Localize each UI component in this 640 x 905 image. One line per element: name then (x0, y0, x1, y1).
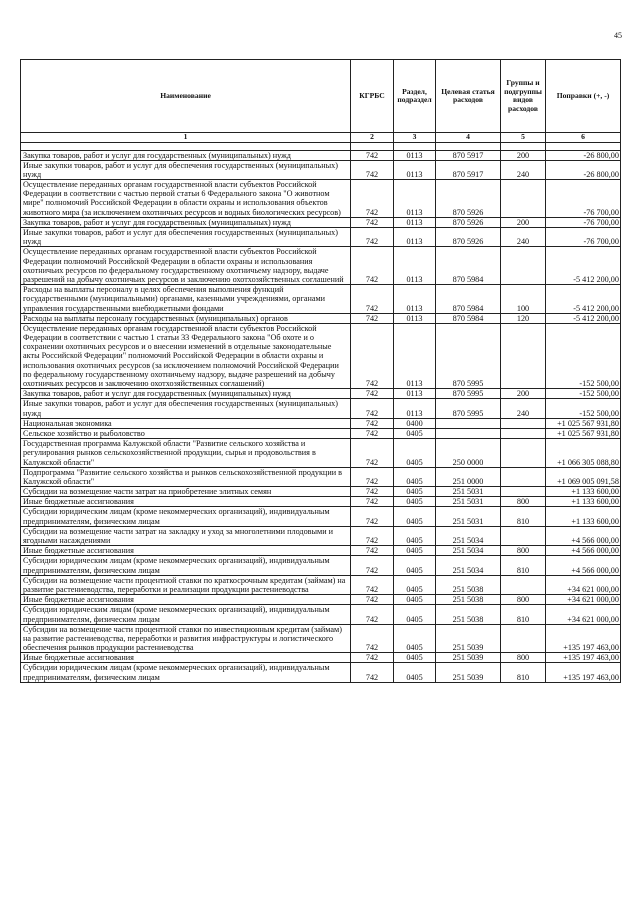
budget-amendments-table (20, 59, 621, 683)
row-name: Иные бюджетные ассигнования (21, 546, 351, 556)
table-row (21, 497, 621, 507)
row-group (501, 575, 546, 594)
row-kgrbs: 742 (351, 507, 394, 526)
column-number: 5 (501, 133, 546, 143)
row-target: 250 0000 (436, 439, 501, 468)
row-razdel: 0405 (394, 487, 436, 497)
row-target: 251 5039 (436, 624, 501, 653)
row-amount: -152 500,00 (546, 389, 621, 399)
row-group: 800 (501, 595, 546, 605)
row-target: 251 5039 (436, 663, 501, 682)
row-razdel: 0113 (394, 285, 436, 314)
table-row (21, 663, 621, 682)
header-target: Целевая статья расходов (436, 60, 501, 133)
row-kgrbs: 742 (351, 663, 394, 682)
table-row (21, 507, 621, 526)
row-target: 251 5038 (436, 605, 501, 624)
row-kgrbs: 742 (351, 556, 394, 575)
row-amount: +34 621 000,00 (546, 575, 621, 594)
table-row (21, 323, 621, 388)
row-name: Субсидии на возмещение части процентной ставки по краткосрочным кредитам (займам) на развитие растениеводства, переработки и реализации продукции растениеводства (21, 575, 351, 594)
row-amount: -76 700,00 (546, 180, 621, 218)
column-number: 3 (394, 133, 436, 143)
table-row (21, 160, 621, 179)
header-row (21, 60, 621, 133)
table-row (21, 605, 621, 624)
row-target: 251 5034 (436, 556, 501, 575)
column-number: 1 (21, 133, 351, 143)
table-row (21, 624, 621, 653)
row-amount: -26 800,00 (546, 150, 621, 160)
row-razdel: 0405 (394, 605, 436, 624)
row-name: Субсидии на возмещение части затрат на закладку и уход за многолетними плодовыми и ягодными насаждениями (21, 526, 351, 545)
row-name: Закупка товаров, работ и услуг для государственных (муниципальных) нужд (21, 150, 351, 160)
row-razdel: 0405 (394, 653, 436, 663)
row-name: Государственная программа Калужской области "Развитие сельского хозяйства и регулирования рынков сельскохозяйственной продукции, сырья и продовольствия в Калужской области" (21, 439, 351, 468)
row-target: 870 5984 (436, 313, 501, 323)
row-razdel: 0113 (394, 389, 436, 399)
row-target: 251 5038 (436, 595, 501, 605)
row-razdel: 0405 (394, 624, 436, 653)
row-name: Осуществление переданных органам государственной власти субъектов Российской Федерации в соответствии с частью 1 статьи 33 Федерального закона "Об охоте и о сохранении охотничьих ресурсов и о внесении изменений в отдельные законодательные акты Российской Федерации" полномочий Российской Федерации в области охраны и использования охотничьих ресурсов (за исключением полномочий Российской Федерации по федеральному государственному охотничьему надзору, выдаче разрешений на добычу охотничьих ресурсов и заключению охотхозяйственных соглашений) (21, 323, 351, 388)
row-kgrbs: 742 (351, 487, 394, 497)
row-kgrbs: 742 (351, 418, 394, 428)
page-number: 45 (614, 31, 622, 40)
row-razdel: 0405 (394, 526, 436, 545)
row-target: 870 5984 (436, 247, 501, 285)
row-group: 120 (501, 313, 546, 323)
row-amount: -26 800,00 (546, 160, 621, 179)
row-kgrbs: 742 (351, 285, 394, 314)
row-target: 870 5917 (436, 150, 501, 160)
row-group: 240 (501, 399, 546, 418)
row-group: 240 (501, 228, 546, 247)
row-group: 810 (501, 663, 546, 682)
row-target: 870 5995 (436, 399, 501, 418)
row-razdel: 0405 (394, 497, 436, 507)
row-group: 800 (501, 653, 546, 663)
header-amend: Поправки (+, -) (546, 60, 621, 133)
row-target: 870 5926 (436, 217, 501, 227)
row-group (501, 418, 546, 428)
row-target: 251 5031 (436, 497, 501, 507)
row-razdel: 0113 (394, 399, 436, 418)
column-number: 4 (436, 133, 501, 143)
table-row (21, 575, 621, 594)
row-razdel: 0405 (394, 467, 436, 486)
row-kgrbs: 742 (351, 160, 394, 179)
row-name: Расходы на выплаты персоналу в целях обеспечения выполнения функций государственными (муниципальными) органами, казенными учреждениями, органами управления государственными внебюджетными фондами (21, 285, 351, 314)
row-target: 870 5926 (436, 180, 501, 218)
row-razdel: 0113 (394, 228, 436, 247)
row-name: Субсидии юридическим лицам (кроме некоммерческих организаций), индивидуальным предпринимателям, физическим лицам (21, 556, 351, 575)
row-name: Осуществление переданных органам государственной власти субъектов Российской Федерации в соответствии с частью первой статьи 6 Федерального закона "О животном мире" полномочий Российской Федерации в области охраны и использования объектов животного мира (за исключением охотничьих ресурсов и водных биологических ресурсов) (21, 180, 351, 218)
column-number: 2 (351, 133, 394, 143)
row-kgrbs: 742 (351, 595, 394, 605)
row-kgrbs: 742 (351, 605, 394, 624)
row-kgrbs: 742 (351, 228, 394, 247)
row-amount: +4 566 000,00 (546, 526, 621, 545)
table-row (21, 428, 621, 438)
row-razdel: 0405 (394, 546, 436, 556)
row-amount: -76 700,00 (546, 228, 621, 247)
row-target: 251 5039 (436, 653, 501, 663)
table-row (21, 217, 621, 227)
header-razdel: Раздел, подраздел (394, 60, 436, 133)
row-amount: -5 412 200,00 (546, 247, 621, 285)
row-kgrbs: 742 (351, 247, 394, 285)
row-kgrbs: 742 (351, 575, 394, 594)
row-razdel: 0113 (394, 180, 436, 218)
table-row (21, 228, 621, 247)
row-amount: +1 025 567 931,80 (546, 428, 621, 438)
row-group: 200 (501, 217, 546, 227)
table-row (21, 526, 621, 545)
header-groups: Группы и подгруппы видов расходов (501, 60, 546, 133)
row-kgrbs: 742 (351, 399, 394, 418)
row-kgrbs: 742 (351, 624, 394, 653)
row-amount: +4 566 000,00 (546, 546, 621, 556)
row-kgrbs: 742 (351, 180, 394, 218)
row-name: Иные закупки товаров, работ и услуг для обеспечения государственных (муниципальных) нужд (21, 228, 351, 247)
spacer-row (21, 142, 621, 150)
row-kgrbs: 742 (351, 526, 394, 545)
row-amount: +34 621 000,00 (546, 605, 621, 624)
row-kgrbs: 742 (351, 217, 394, 227)
row-name: Иные бюджетные ассигнования (21, 653, 351, 663)
row-razdel: 0405 (394, 507, 436, 526)
row-kgrbs: 742 (351, 653, 394, 663)
row-amount: -5 412 200,00 (546, 313, 621, 323)
column-number-row (21, 133, 621, 143)
table-row (21, 313, 621, 323)
row-amount: -152 500,00 (546, 399, 621, 418)
row-kgrbs: 742 (351, 439, 394, 468)
row-razdel: 0113 (394, 160, 436, 179)
row-name: Национальная экономика (21, 418, 351, 428)
table-row (21, 389, 621, 399)
header-name: Наименование (21, 60, 351, 133)
row-amount: +1 025 567 931,80 (546, 418, 621, 428)
row-kgrbs: 742 (351, 323, 394, 388)
row-amount: +1 066 305 088,80 (546, 439, 621, 468)
row-name: Сельское хозяйство и рыболовство (21, 428, 351, 438)
table-row (21, 439, 621, 468)
row-name: Иные бюджетные ассигнования (21, 595, 351, 605)
row-amount: +1 133 600,00 (546, 507, 621, 526)
row-target: 251 5034 (436, 546, 501, 556)
row-target: 251 5031 (436, 487, 501, 497)
row-target: 870 5917 (436, 160, 501, 179)
row-razdel: 0113 (394, 323, 436, 388)
row-name: Субсидии на возмещение части процентной ставки по инвестиционным кредитам (займам) на развитие растениеводства, переработки и развития инфраструктуры и логистического обеспечения рынков продукции растениеводства (21, 624, 351, 653)
row-group: 810 (501, 507, 546, 526)
row-amount: -152 500,00 (546, 323, 621, 388)
table-row (21, 399, 621, 418)
row-group (501, 467, 546, 486)
header-kgrbs: КГРБС (351, 60, 394, 133)
row-kgrbs: 742 (351, 467, 394, 486)
table-row (21, 467, 621, 486)
table-row (21, 653, 621, 663)
row-name: Субсидии юридическим лицам (кроме некоммерческих организаций), индивидуальным предпринимателям, физическим лицам (21, 605, 351, 624)
row-group (501, 624, 546, 653)
row-amount: +4 566 000,00 (546, 556, 621, 575)
row-name: Закупка товаров, работ и услуг для государственных (муниципальных) нужд (21, 217, 351, 227)
row-amount: +1 133 600,00 (546, 497, 621, 507)
row-kgrbs: 742 (351, 428, 394, 438)
row-amount: -5 412 200,00 (546, 285, 621, 314)
row-kgrbs: 742 (351, 389, 394, 399)
row-target: 870 5995 (436, 389, 501, 399)
table-row (21, 418, 621, 428)
row-group: 800 (501, 546, 546, 556)
row-target (436, 418, 501, 428)
row-name: Субсидии юридическим лицам (кроме некоммерческих организаций), индивидуальным предпринимателям, физическим лицам (21, 663, 351, 682)
table-row (21, 546, 621, 556)
row-amount: +135 197 463,00 (546, 663, 621, 682)
row-group (501, 428, 546, 438)
table-row (21, 595, 621, 605)
row-target: 870 5995 (436, 323, 501, 388)
row-group: 810 (501, 605, 546, 624)
row-razdel: 0405 (394, 439, 436, 468)
row-razdel: 0113 (394, 313, 436, 323)
row-name: Иные закупки товаров, работ и услуг для обеспечения государственных (муниципальных) нужд (21, 399, 351, 418)
row-name: Осуществление переданных органам государственной власти субъектов Российской Федерации полномочий Российской Федерации в области охраны и использования охотничьих ресурсов по федеральному государственному охотничьему надзору, выдаче разрешений на добычу охотничьих ресурсов и заключению охотхозяйственных соглашений (21, 247, 351, 285)
row-target (436, 428, 501, 438)
table-row (21, 487, 621, 497)
table-row (21, 180, 621, 218)
row-group: 240 (501, 160, 546, 179)
row-name: Иные бюджетные ассигнования (21, 497, 351, 507)
row-razdel: 0405 (394, 663, 436, 682)
row-razdel: 0405 (394, 575, 436, 594)
row-group: 800 (501, 497, 546, 507)
row-razdel: 0113 (394, 150, 436, 160)
row-razdel: 0405 (394, 595, 436, 605)
row-razdel: 0113 (394, 247, 436, 285)
row-group (501, 323, 546, 388)
table-row (21, 285, 621, 314)
row-kgrbs: 742 (351, 546, 394, 556)
row-name: Иные закупки товаров, работ и услуг для обеспечения государственных (муниципальных) нужд (21, 160, 351, 179)
row-amount: +135 197 463,00 (546, 653, 621, 663)
row-group (501, 487, 546, 497)
table-row (21, 150, 621, 160)
row-target: 870 5984 (436, 285, 501, 314)
row-amount: +1 133 600,00 (546, 487, 621, 497)
row-target: 251 5034 (436, 526, 501, 545)
table-row (21, 247, 621, 285)
row-razdel: 0405 (394, 556, 436, 575)
row-group (501, 439, 546, 468)
row-group (501, 180, 546, 218)
column-number: 6 (546, 133, 621, 143)
row-group (501, 526, 546, 545)
row-name: Субсидии на возмещение части затрат на приобретение элитных семян (21, 487, 351, 497)
row-group (501, 247, 546, 285)
row-amount: +1 069 005 091,58 (546, 467, 621, 486)
row-name: Расходы на выплаты персоналу государственных (муниципальных) органов (21, 313, 351, 323)
row-kgrbs: 742 (351, 150, 394, 160)
row-name: Подпрограмма "Развитие сельского хозяйства и рынков сельскохозяйственной продукции в Калужской области" (21, 467, 351, 486)
row-kgrbs: 742 (351, 497, 394, 507)
row-group: 200 (501, 389, 546, 399)
row-group: 810 (501, 556, 546, 575)
row-razdel: 0400 (394, 418, 436, 428)
row-amount: +135 197 463,00 (546, 624, 621, 653)
row-amount: +34 621 000,00 (546, 595, 621, 605)
row-name: Субсидии юридическим лицам (кроме некоммерческих организаций), индивидуальным предпринимателям, физическим лицам (21, 507, 351, 526)
row-target: 251 5038 (436, 575, 501, 594)
row-name: Закупка товаров, работ и услуг для государственных (муниципальных) нужд (21, 389, 351, 399)
row-target: 251 5031 (436, 507, 501, 526)
row-target: 870 5926 (436, 228, 501, 247)
row-group: 100 (501, 285, 546, 314)
row-group: 200 (501, 150, 546, 160)
table-body (21, 150, 621, 682)
row-kgrbs: 742 (351, 313, 394, 323)
row-razdel: 0113 (394, 217, 436, 227)
row-target: 251 0000 (436, 467, 501, 486)
table-row (21, 556, 621, 575)
row-amount: -76 700,00 (546, 217, 621, 227)
row-razdel: 0405 (394, 428, 436, 438)
